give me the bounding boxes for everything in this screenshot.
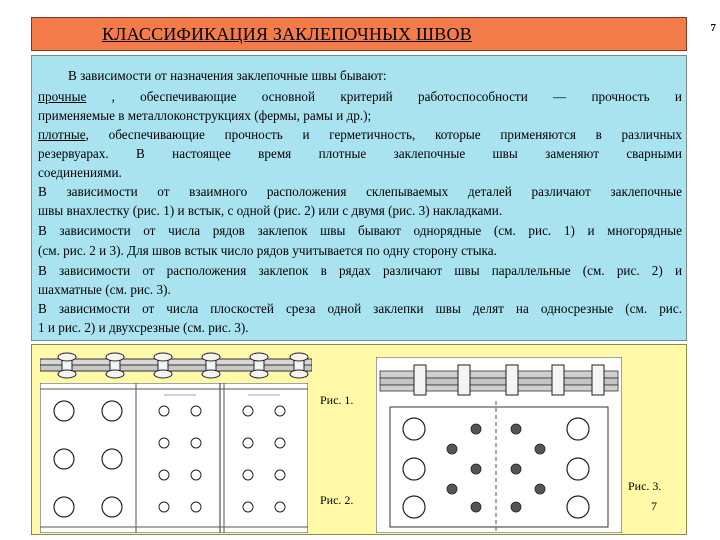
text-fragment: , обеспечивающие основной критерий работоспособности — прочность и	[86, 89, 682, 104]
text-line: В зависимости от числа рядов заклепок швы бывают однорядные (см. рис. 1) и многорядные	[38, 223, 682, 238]
figure-3-label: Рис. 3.	[628, 479, 662, 493]
text-line: швы внахлестку (рис. 1) и встык, с одной (рис. 2) или с двумя (рис. 3) накладками.	[38, 203, 503, 218]
figure-2-drawing	[40, 383, 308, 533]
page-title: КЛАССИФИКАЦИЯ ЗАКЛЕПОЧНЫХ ШВОВ	[102, 24, 472, 44]
term-strong: прочные	[38, 89, 87, 104]
figure-2-label: Рис. 2.	[320, 493, 354, 507]
text-line: 1 и рис. 2) и двухсрезные (см. рис. 3).	[38, 320, 249, 335]
text-line: шахматные (см. рис. 3).	[38, 282, 171, 297]
text-line: применяемые в металлоконструкциях (фермы, рамы и др.);	[38, 108, 372, 123]
term-tight: плотные	[38, 127, 86, 142]
text-line	[38, 88, 682, 105]
text-fragment: , обеспечивающие прочность и герметичность, которые применяются в различных	[85, 127, 682, 142]
figure-1-drawing	[40, 351, 312, 381]
text-line: соединениями.	[38, 165, 122, 180]
text-line	[38, 126, 682, 143]
text-line: резервуарах. В настоящее время плотные заклепочные швы заменяют сварными	[38, 146, 682, 161]
figure-3-number: 7	[651, 499, 657, 513]
text-panel	[31, 55, 687, 341]
text-line: В зависимости от расположения заклепок в рядах различают швы параллельные (см. рис. 2) и	[38, 263, 682, 278]
text-line: (см. рис. 2 и 3). Для швов встык число рядов учитывается по одну сторону стыка.	[38, 243, 497, 258]
figure-1-label: Рис. 1.	[320, 393, 354, 407]
text-line: В зависимости от назначения заклепочные швы бывают:	[68, 68, 387, 83]
text-line: В зависимости от числа плоскостей среза одной заклепки швы делят на односрезные (см. рис.	[38, 301, 682, 316]
figures-panel	[31, 344, 687, 535]
page-number: 7	[710, 22, 716, 34]
text-line: В зависимости от взаимного расположения склепываемых деталей различают заклепочные	[38, 184, 682, 199]
title-banner	[31, 17, 687, 51]
figure-3-drawing	[376, 357, 622, 533]
